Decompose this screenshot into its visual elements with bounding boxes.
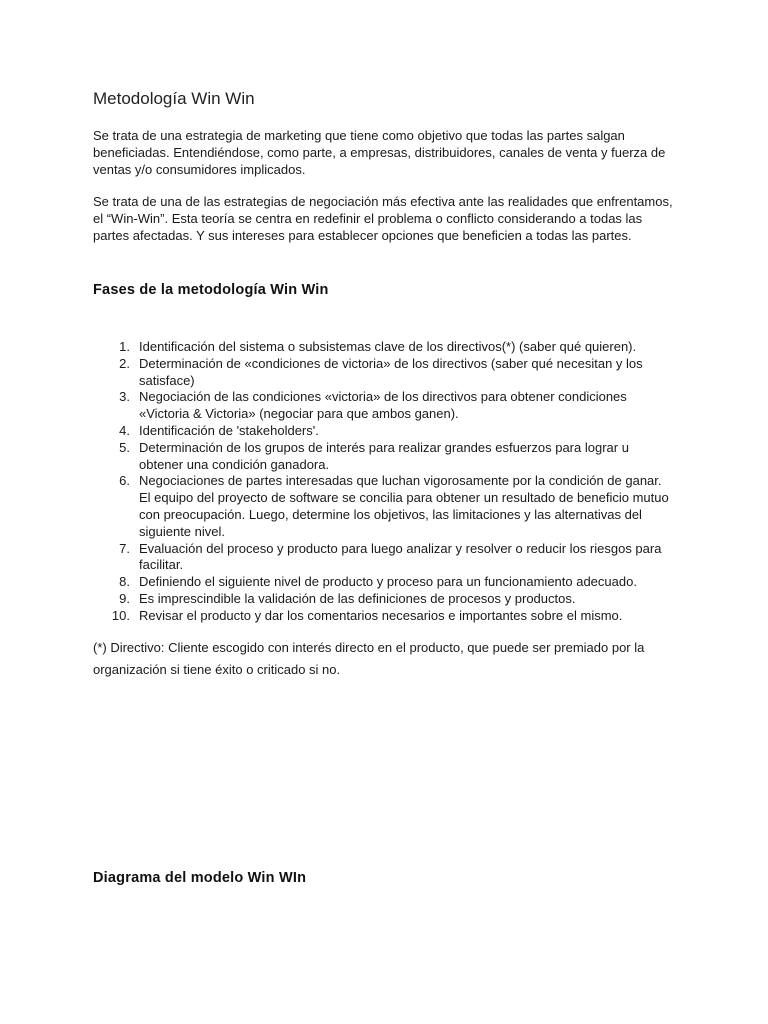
list-item bbox=[108, 591, 673, 608]
intro-paragraph-2: Se trata de una de las estrategias de negociación más efectiva ante las realidades que enfrentamos, el “Win-Win”. Esta teoría se centra en redefinir el problema o conflicto considerando a todas las partes afectadas. Y sus intereses para establecer opciones que beneficien a todas las partes. bbox=[93, 194, 673, 243]
footnote-directivo: (*) Directivo: Cliente escogido con interés directo en el producto, que puede ser premiado por la organización si tiene éxito o criticado si no. bbox=[93, 640, 645, 677]
list-item-text: Negociación de las condiciones «victoria» de los directivos para obtener condiciones «Victoria & Victoria» (negociar para que ambos ganen). bbox=[139, 389, 627, 422]
document-title: Metodología Win Win bbox=[93, 89, 255, 108]
list-item-text: Evaluación del proceso y producto para luego analizar y resolver o reducir los riesgos para facilitar. bbox=[139, 540, 662, 573]
list-item-number: 4. bbox=[119, 422, 130, 438]
list-item-text: Determinación de los grupos de interés para realizar grandes esfuerzos para lograr u obtener una condición ganadora. bbox=[139, 439, 629, 472]
list-item-text: Es imprescindible la validación de las definiciones de procesos y productos. bbox=[139, 590, 576, 606]
list-item bbox=[108, 541, 673, 575]
list-item-number: 1. bbox=[119, 339, 130, 354]
list-item-number: 3. bbox=[119, 389, 130, 405]
list-item-number: 7. bbox=[119, 540, 130, 556]
list-item-number: 2. bbox=[119, 355, 130, 371]
list-item-text: Definiendo el siguiente nivel de producto y proceso para un funcionamiento adecuado. bbox=[139, 574, 637, 590]
list-item-number: 10. bbox=[111, 607, 130, 623]
list-item-text: Revisar el producto y dar los comentarios necesarios e importantes sobre el mismo. bbox=[139, 607, 623, 623]
list-item-number: 6. bbox=[119, 473, 130, 489]
list-item-text: Identificación de 'stakeholders'. bbox=[139, 422, 319, 438]
list-item-number: 5. bbox=[119, 439, 130, 455]
section-heading-fases: Fases de la metodología Win Win bbox=[93, 282, 329, 298]
list-item bbox=[108, 574, 673, 591]
list-item bbox=[108, 389, 673, 423]
list-item bbox=[108, 473, 673, 540]
list-item bbox=[108, 339, 673, 356]
intro-paragraph-1: Se trata de una estrategia de marketing que tiene como objetivo que todas las partes salgan beneficiadas. Entendiéndose, como parte, a empresas, distribuidores, canales de venta y fuerza de ventas y/o consumidores implicados. bbox=[93, 128, 666, 177]
list-item-text: Determinación de «condiciones de victoria» de los directivos (saber qué necesitan y los satisface) bbox=[139, 355, 643, 388]
list-item-number: 8. bbox=[119, 574, 130, 590]
section-heading-diagrama: Diagrama del modelo Win WIn bbox=[93, 870, 307, 886]
list-item bbox=[108, 440, 673, 474]
list-item bbox=[108, 356, 673, 390]
list-item-number: 9. bbox=[119, 590, 130, 606]
fases-list bbox=[108, 339, 673, 625]
list-item bbox=[108, 423, 673, 440]
list-item bbox=[108, 608, 673, 625]
list-item-text: Negociaciones de partes interesadas que luchan vigorosamente por la condición de ganar. El equipo del proyecto de software se concilia para obtener un resultado de beneficio mutuo con preocupación. Luego, determine los objetivos, las limitaciones y las alternativas del siguiente nivel. bbox=[139, 473, 669, 539]
list-item-text: Identificación del sistema o subsistemas clave de los directivos(*) (saber qué quieren). bbox=[139, 339, 637, 354]
